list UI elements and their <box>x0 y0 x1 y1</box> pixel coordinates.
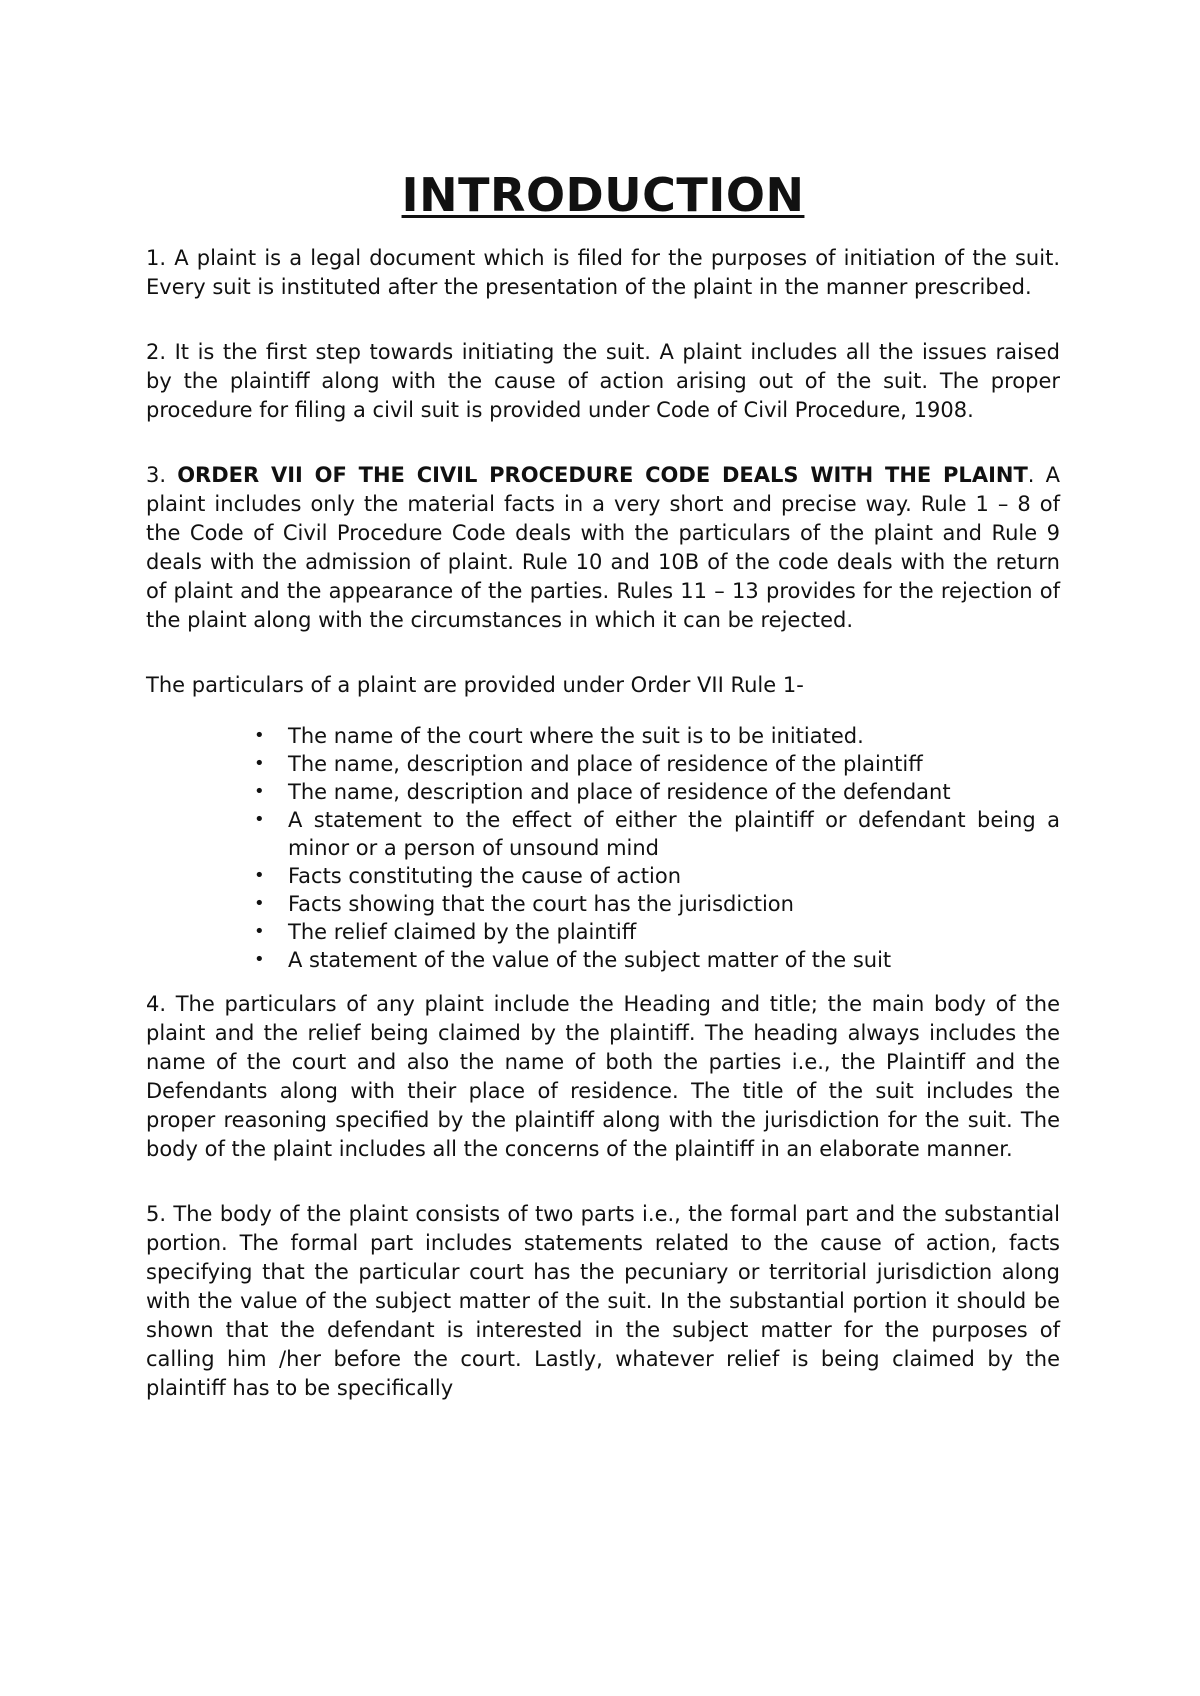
list-item-text: The name of the court where the suit is to be initiated. <box>288 724 864 748</box>
list-item-text: Facts showing that the court has the jurisdiction <box>288 892 794 916</box>
bullet-icon: • <box>254 753 265 774</box>
list-item <box>254 722 1060 750</box>
particulars-list <box>146 722 1060 974</box>
paragraph-2: 2. It is the first step towards initiating the suit. A plaint includes all the issues raised by the plaintiff along with the cause of action arising out of the suit. The proper procedure for filing a civil suit is provided under Code of Civil Procedure, 1908. <box>146 340 1060 422</box>
paragraph-3-text: . A plaint includes only the material facts in a very short and precise way. Rule 1 – 8 of the Code of Civil Procedure Code deals with the particulars of the plaint and Rule 9 deals with the admission of plaint. Rule 10 and 10B of the code deals with the return of plaint and the appearance of the parties. Rules 11 – 13 provides for the rejection of the plaint along with the circumstances in which it can be rejected. <box>146 463 1060 632</box>
list-item <box>254 862 1060 890</box>
paragraph-5: 5. The body of the plaint consists of two parts i.e., the formal part and the substantial portion. The formal part includes statements related to the cause of action, facts specifying that the particular court has the pecuniary or territorial jurisdiction along with the value of the subject matter of the suit. In the substantial portion it should be shown that the defendant is interested in the subject matter for the purposes of calling him /her before the court. Lastly, whatever relief is being claimed by the plaintiff has to be specifically <box>146 1202 1060 1400</box>
list-item <box>254 890 1060 918</box>
list-item <box>254 806 1060 862</box>
bullet-icon: • <box>254 725 265 746</box>
list-item <box>254 750 1060 778</box>
bullet-icon: • <box>254 809 265 830</box>
bullet-icon: • <box>254 781 265 802</box>
list-item-text: The name, description and place of residence of the plaintiff <box>288 752 923 776</box>
paragraph-3 <box>146 461 1060 635</box>
list-item-text: A statement of the value of the subject matter of the suit <box>288 948 892 972</box>
bullet-icon: • <box>254 893 265 914</box>
document-body <box>146 168 1060 1403</box>
list-item-text: Facts constituting the cause of action <box>288 864 682 888</box>
list-item-text: The name, description and place of residence of the defendant <box>288 780 951 804</box>
list-item <box>254 778 1060 806</box>
paragraph-4: 4. The particulars of any plaint include the Heading and title; the main body of the plaint and the relief being claimed by the plaintiff. The heading always includes the name of the court and also the name of both the parties i.e., the Plaintiff and the Defendants along with their place of residence. The title of the suit includes the proper reasoning specified by the plaintiff along with the jurisdiction for the suit. The body of the plaint includes all the concerns of the plaintiff in an elaborate manner. <box>146 992 1060 1161</box>
list-item-text: A statement to the effect of either the plaintiff or defendant being a minor or a person of unsound mind <box>288 808 1060 860</box>
bullet-icon: • <box>254 949 265 970</box>
bullet-icon: • <box>254 921 265 942</box>
list-item-text: The relief claimed by the plaintiff <box>288 920 637 944</box>
document-title: INTRODUCTION <box>401 168 805 222</box>
particulars-intro: The particulars of a plaint are provided under Order VII Rule 1- <box>146 673 804 697</box>
paragraph-3-heading: ORDER VII OF THE CIVIL PROCEDURE CODE DEALS WITH THE PLAINT <box>177 463 1028 487</box>
bullet-icon: • <box>254 865 265 886</box>
list-item <box>254 946 1060 974</box>
paragraph-1: 1. A plaint is a legal document which is filed for the purposes of initiation of the suit. Every suit is instituted after the presentation of the plaint in the manner prescribed. <box>146 246 1060 299</box>
list-item <box>254 918 1060 946</box>
paragraph-3-number: 3. <box>146 463 178 487</box>
